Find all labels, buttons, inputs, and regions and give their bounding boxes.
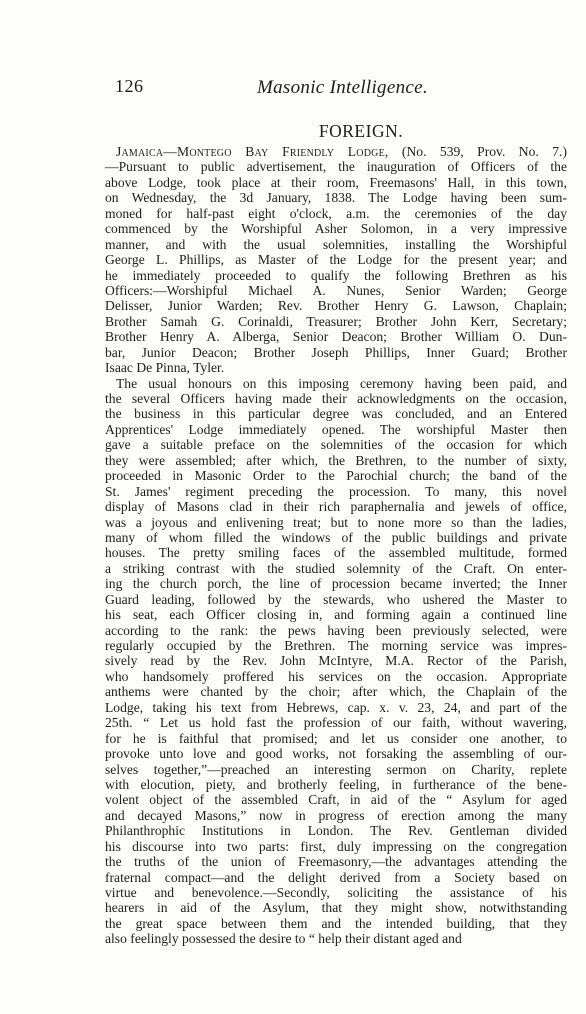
- text-line: proceeded in Masonic Order to the Parochial church; the band of the: [105, 468, 567, 484]
- text-line: George L. Phillips, as Master of the Lodge for the present year; and: [105, 252, 567, 268]
- text-line: above Lodge, took place at their room, Freemasons' Hall, in this town,: [105, 174, 567, 190]
- text-line: Delisser, Junior Warden; Rev. Brother Henry G. Lawson, Chaplain;: [105, 298, 567, 314]
- text-line: (No. 539, Prov. No. 7.): [388, 144, 567, 159]
- text-line: ing the church porch, the line of procession became inverted; the Inner: [105, 576, 567, 592]
- text-line: The usual honours on this imposing ceremony having been paid, and: [116, 375, 567, 391]
- text-line: gave a suitable preface on the solemnities of the occasion for which: [105, 437, 567, 453]
- text-line: Lodge, taking his text from Hebrews, cap. x. v. 23, 24, and part of the: [105, 699, 567, 715]
- text-line: —Pursuant to public advertisement, the inauguration of Officers of the: [105, 159, 567, 175]
- text-line: the several Officers having made their acknowledgments on the occasion,: [105, 391, 567, 406]
- text-line: Brother Henry A. Alberga, Senior Deacon; Brother William O. Dun-: [105, 329, 567, 345]
- text-line: the great space between them and the intended building, that they: [105, 915, 567, 931]
- text-line: was a joyous and enlivening treat; but to none more so than the ladies,: [105, 514, 567, 530]
- text-line: his seat, each Officer closing in, and forming again a continued line: [105, 607, 567, 623]
- section-title: FOREIGN.: [318, 121, 404, 141]
- text-line: Officers:—Worshipful Michael A. Nunes, Senior Warden; George: [105, 282, 567, 298]
- text-line: anthems were chanted by the choir; after which, the Chaplain of the: [105, 684, 567, 700]
- text-line: Brother Samah G. Corinaldi, Treasurer; Brother John Kerr, Secretary;: [105, 313, 567, 329]
- lodge-heading: Jamaica—Montego Bay Friendly Lodge,: [116, 144, 389, 159]
- text-line: St. James' regiment preceding the procession. To many, this novel: [105, 483, 567, 499]
- article-body: [105, 144, 567, 947]
- text-line: moned for half-past eight o'clock, a.m. the ceremonies of the day: [105, 205, 567, 221]
- text-line: a striking contrast with the studied solemnity of the Craft. On enter-: [105, 560, 567, 576]
- text-line: virtue and benevolence.—Secondly, soliciting the assistance of his: [105, 885, 567, 900]
- text-line: Guard leading, followed by the stewards, who ushered the Master to: [105, 591, 567, 607]
- text-line: also feelingly possessed the desire to “ help their distant aged and: [105, 931, 462, 947]
- text-line: on Wednesday, the 3d January, 1838. The Lodge having been sum-: [105, 190, 567, 206]
- text-line: the truths of the union of Freemasonry,—the advantages attending the: [105, 854, 567, 870]
- text-line: commenced by the Worshipful Asher Solomon, in a very impressive: [105, 221, 567, 237]
- text-line: fraternal compact—and the delight derived from a Society based on: [105, 869, 567, 885]
- running-head: [105, 68, 567, 96]
- text-line: hearers in aid of the Asylum, that they might show, notwithstanding: [105, 900, 567, 916]
- text-line: regularly occupied by the Brethren. The morning service was impres-: [105, 638, 567, 653]
- text-line: they were assembled; after which, the Brethren, to the number of sixty,: [105, 452, 567, 468]
- text-line: who handsomely proffered his services on the occasion. Appropriate: [105, 668, 567, 684]
- text-line: with elocution, piety, and brotherly feeling, in furtherance of the bene-: [105, 776, 567, 792]
- text-line: he immediately proceeded to qualify the following Brethren as his: [105, 267, 567, 283]
- text-line: and decayed Masons,” now in progress of erection among the many: [105, 807, 567, 823]
- text-line: selves together,”—preached an interesting sermon on Charity, replete: [105, 761, 567, 777]
- text-line: the business in this particular degree was concluded, and an Entered: [105, 406, 567, 422]
- text-line: Philanthrophic Institutions in London. The Rev. Gentleman divided: [105, 823, 567, 839]
- text-line: manner, and with the usual solemnities, installing the Worshipful: [105, 236, 567, 252]
- book-page: [105, 68, 567, 947]
- text-line: Apprentices' Lodge immediately opened. The worshipful Master then: [105, 421, 567, 437]
- text-line: houses. The pretty smiling faces of the assembled multitude, formed: [105, 545, 567, 561]
- article-first-line: [105, 144, 567, 159]
- text-line: bar, Junior Deacon; Brother Joseph Phillips, Inner Guard; Brother: [105, 344, 567, 360]
- page-number: 126: [115, 76, 144, 96]
- text-line: display of Masons clad in their rich paraphernalia and jewels of office,: [105, 499, 567, 515]
- text-line: volent object of the assembled Craft, in aid of the “ Asylum for aged: [105, 792, 567, 808]
- text-line: Isaac De Pinna, Tyler.: [105, 360, 225, 376]
- running-title: Masonic Intelligence.: [257, 77, 428, 98]
- text-line: provoke unto love and good works, not forsaking the assembling of our-: [105, 746, 567, 762]
- text-line: his discourse into two parts: first, duly impressing on the congregation: [105, 838, 567, 854]
- text-line: sively read by the Rev. John McIntyre, M.A. Rector of the Parish,: [105, 653, 567, 669]
- text-line: for he is faithful that promised; and let us consider one another, to: [105, 730, 567, 746]
- text-line: many of whom filled the windows of the public buildings and private: [105, 529, 567, 545]
- text-line: 25th. “ Let us hold fast the profession of our faith, without wavering,: [105, 715, 567, 731]
- text-line: according to the rank: the pews having been previously selected, were: [105, 622, 567, 638]
